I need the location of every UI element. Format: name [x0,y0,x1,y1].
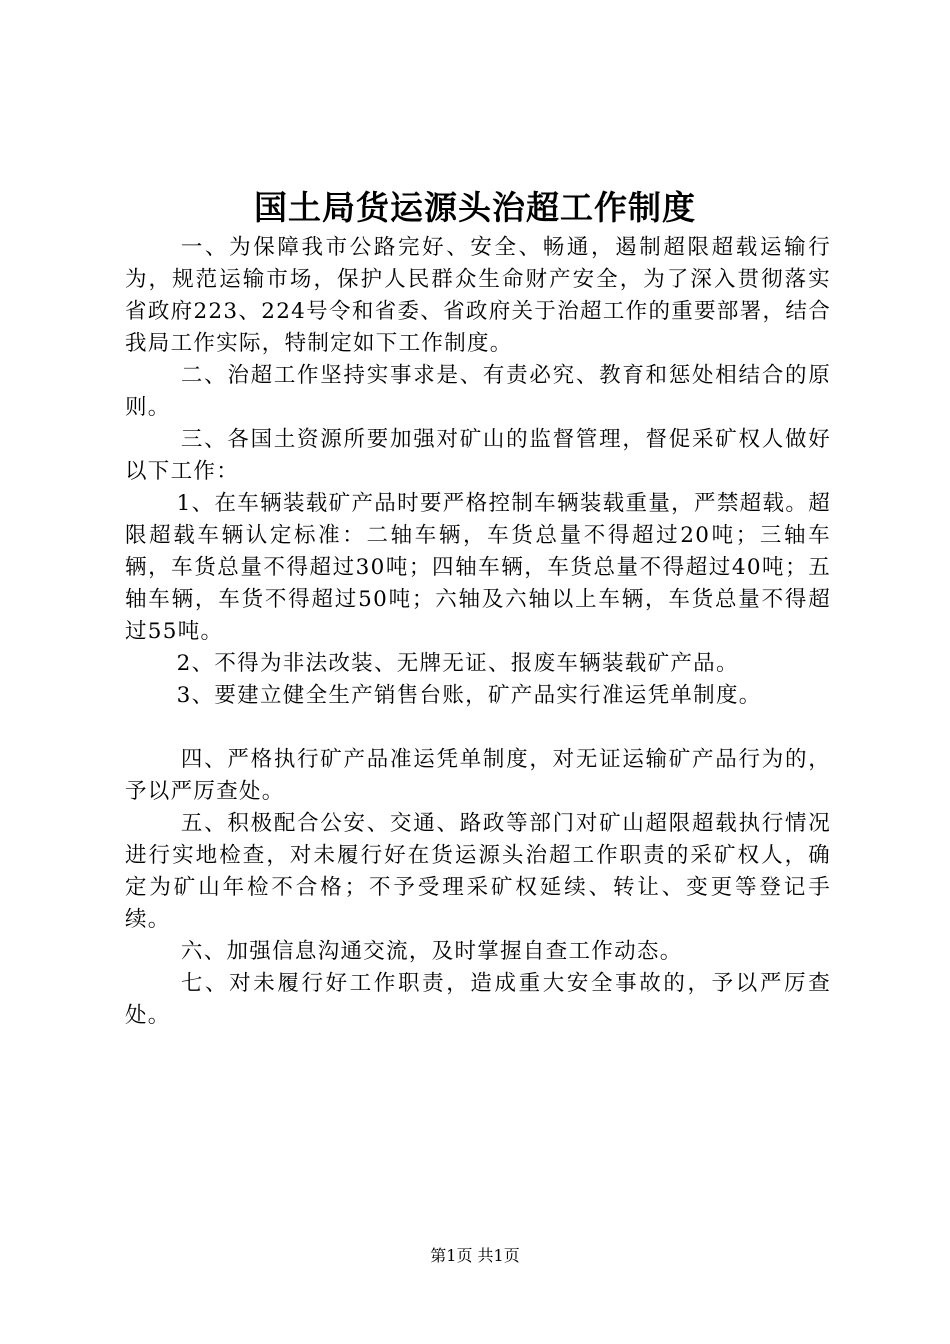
paragraph-5: 五、积极配合公安、交通、路政等部门对矿山超限超载执行情况进行实地检查，对未履行好在货运源头治超工作职责的采矿权人，确定为矿山年检不合格；不予受理采矿权延续、转让、变更等登记手续。 [125,811,831,932]
paragraph-2: 二、治超工作坚持实事求是、有责必究、教育和惩处相结合的原则。 [125,363,831,420]
document-title: 国土局货运源头治超工作制度 [254,188,696,227]
paragraph-1: 一、为保障我市公路完好、安全、畅通，遏制超限超载运输行为，规范运输市场，保护人民群众生命财产安全，为了深入贯彻落实省政府223、224号令和省委、省政府关于治超工作的重要部署，结合我局工作实际，特制定如下工作制度。 [125,235,831,356]
document-body [125,232,831,1032]
blank-line [125,712,831,744]
page-footer: 第1页 共1页 [430,1246,520,1265]
paragraph-3: 三、各国土资源所要加强对矿山的监督管理，督促采矿权人做好以下工作： [125,427,831,484]
sub-item-3: 3、要建立健全生产销售台账，矿产品实行准运凭单制度。 [176,683,762,708]
paragraph-4: 四、严格执行矿产品准运凭单制度，对无证运输矿产品行为的，予以严厉查处。 [125,747,831,804]
paragraph-7: 七、对未履行好工作职责，造成重大安全事故的，予以严厉查处。 [125,971,831,1028]
paragraph-6: 六、加强信息沟通交流，及时掌握自查工作动态。 [180,939,683,964]
sub-item-2: 2、不得为非法改装、无牌无证、报废车辆装载矿产品。 [176,651,739,676]
sub-item-1: 1、在车辆装载矿产品时要严格控制车辆装载重量，严禁超载。超限超载车辆认定标准：二轴车辆，车货总量不得超过20吨；三轴车辆，车货总量不得超过30吨；四轴车辆，车货总量不得超过40吨；五轴车辆，车货不得超过50吨；六轴及六轴以上车辆，车货总量不得超过55吨。 [125,491,831,644]
